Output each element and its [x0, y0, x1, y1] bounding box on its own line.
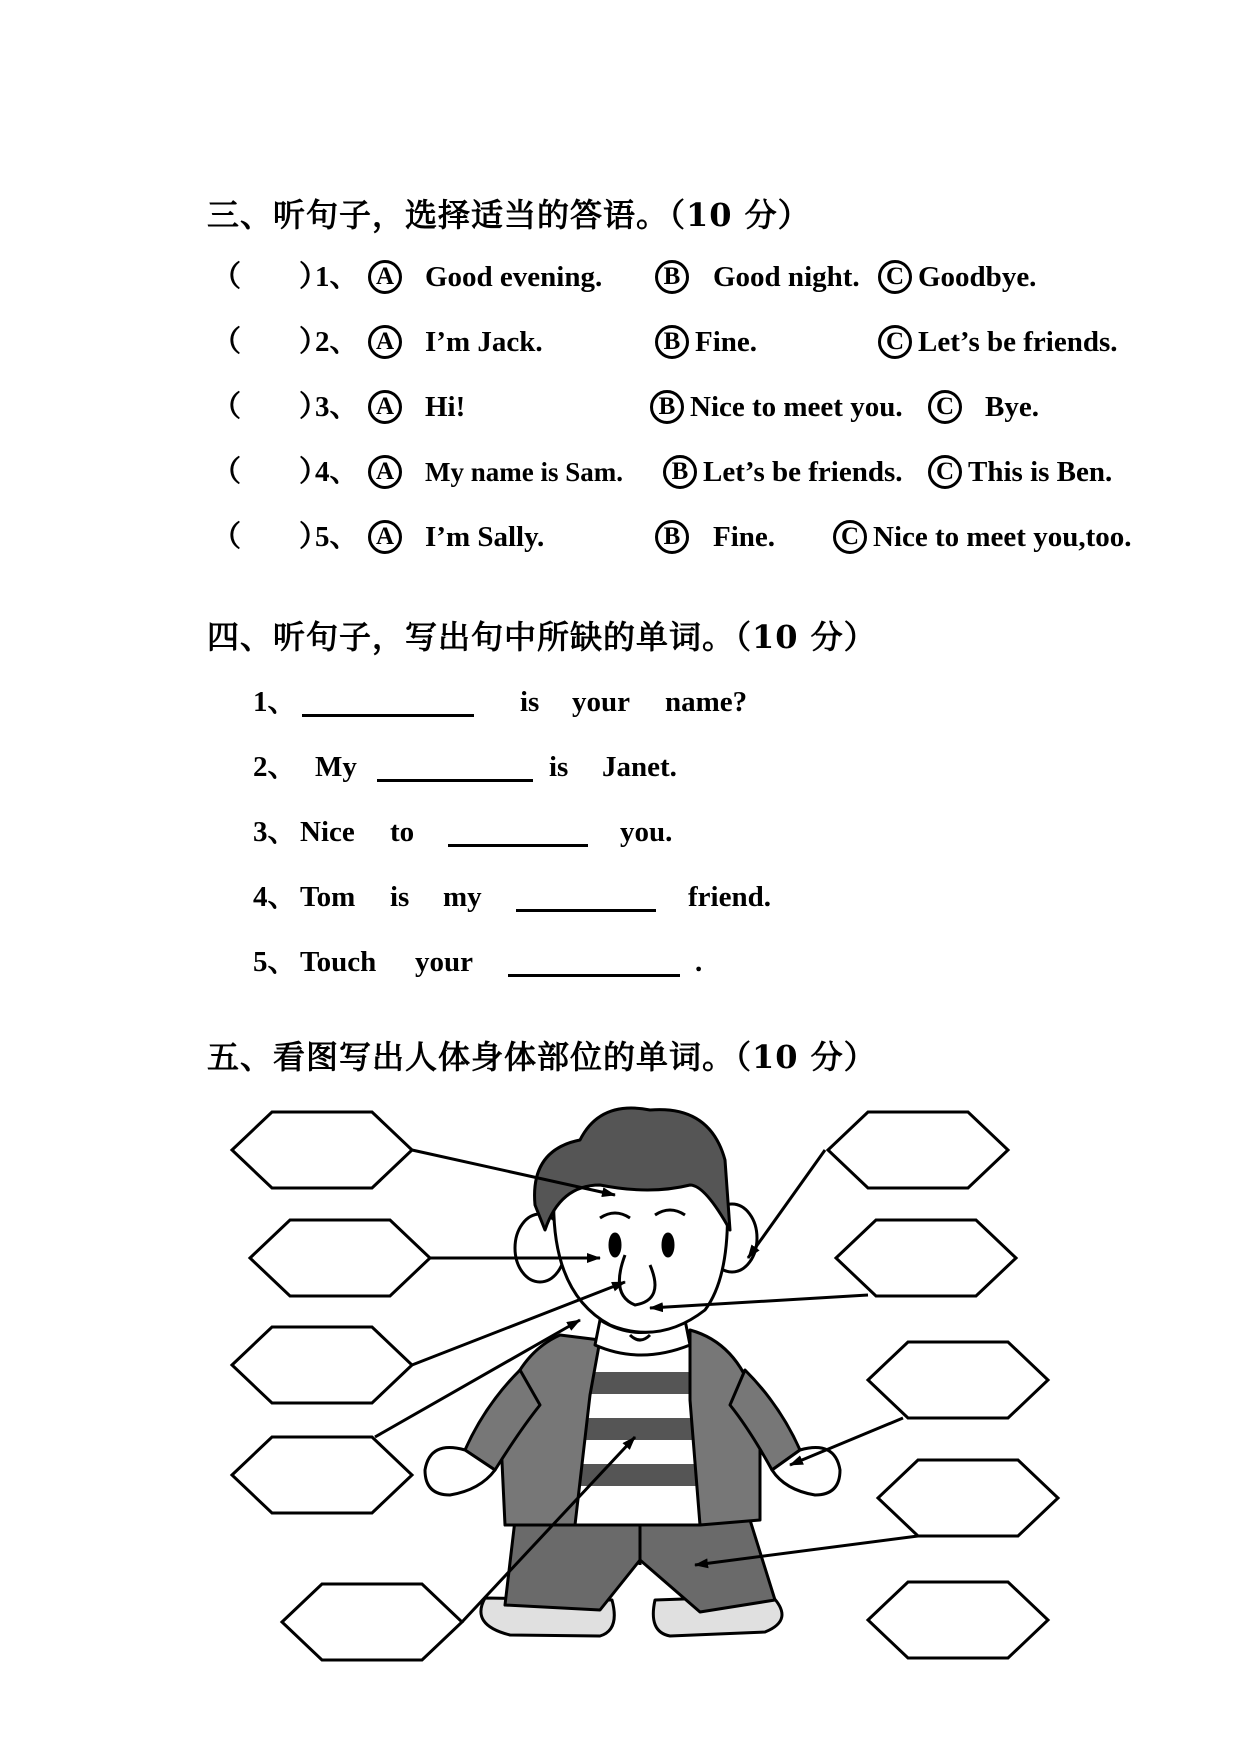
answer-paren[interactable]: （ ）: [212, 521, 329, 553]
option-b-marker[interactable]: B: [655, 520, 689, 554]
question-row: [0, 320, 1240, 364]
item-number: 5、: [253, 946, 297, 978]
option-a-text: Good evening.: [425, 261, 603, 293]
option-c-text: Let’s be friends.: [918, 326, 1118, 358]
question-row: [0, 255, 1240, 299]
sentence-word: your: [415, 946, 473, 978]
label-box[interactable]: [232, 1327, 412, 1403]
question-number: 4、: [315, 456, 359, 488]
left-eye: [610, 1234, 620, 1256]
item-number: 4、: [253, 881, 297, 913]
question-number: 1、: [315, 261, 359, 293]
arrow: [790, 1418, 903, 1465]
answer-blank[interactable]: [448, 810, 588, 847]
answer-blank[interactable]: [508, 940, 680, 977]
body-parts-figure: [0, 1100, 1240, 1700]
option-a-text: My name is Sam.: [425, 457, 623, 487]
option-a-text: I’m Jack.: [425, 326, 543, 358]
option-c-text: This is Ben.: [968, 456, 1113, 488]
option-c-text: Bye.: [985, 391, 1039, 423]
item-number: 1、: [253, 686, 297, 718]
sentence-word: is: [520, 686, 540, 718]
answer-blank[interactable]: [516, 875, 656, 912]
sentence-word: to: [390, 816, 415, 848]
sentence-word: name?: [665, 686, 748, 718]
answer-paren[interactable]: （ ）: [212, 326, 329, 358]
question-row: [0, 450, 1240, 494]
option-b-text: Fine.: [713, 521, 776, 553]
question-number: 2、: [315, 326, 359, 358]
label-box[interactable]: [828, 1112, 1008, 1188]
sentence-word: .: [695, 946, 703, 978]
label-box[interactable]: [250, 1220, 430, 1296]
fill-in-row: [0, 940, 1240, 984]
sentence-word: Janet.: [602, 751, 677, 783]
sentence-word: is: [549, 751, 569, 783]
option-b-text: Let’s be friends.: [703, 456, 903, 488]
option-b-text: Fine.: [695, 326, 758, 358]
sentence-word: your: [572, 686, 630, 718]
answer-paren[interactable]: （ ）: [212, 456, 329, 488]
answer-paren[interactable]: （ ）: [212, 261, 329, 293]
option-b-marker[interactable]: B: [655, 325, 689, 359]
sentence-word: my: [443, 881, 482, 913]
sentence-word: Nice: [300, 816, 355, 848]
label-box[interactable]: [878, 1460, 1058, 1536]
option-a-marker[interactable]: A: [368, 390, 402, 424]
fill-in-row: [0, 745, 1240, 789]
option-c-marker[interactable]: C: [928, 390, 962, 424]
option-a-marker[interactable]: A: [368, 520, 402, 554]
label-box[interactable]: [836, 1220, 1016, 1296]
option-a-marker[interactable]: A: [368, 325, 402, 359]
answer-blank[interactable]: [302, 680, 474, 717]
sentence-word: Tom: [300, 881, 356, 913]
question-row: [0, 385, 1240, 429]
sentence-word: Touch: [300, 946, 377, 978]
option-c-marker[interactable]: C: [878, 260, 912, 294]
fill-in-row: [0, 810, 1240, 854]
option-c-text: Goodbye.: [918, 261, 1037, 293]
fill-in-row: [0, 875, 1240, 919]
answer-blank[interactable]: [377, 745, 533, 782]
option-c-marker[interactable]: C: [878, 325, 912, 359]
label-box[interactable]: [282, 1584, 462, 1660]
option-c-marker[interactable]: C: [833, 520, 867, 554]
label-box[interactable]: [868, 1582, 1048, 1658]
label-box[interactable]: [232, 1437, 412, 1513]
right-eye: [663, 1234, 673, 1256]
option-b-marker[interactable]: B: [655, 260, 689, 294]
option-b-marker[interactable]: B: [650, 390, 684, 424]
sentence-word: friend.: [688, 881, 771, 913]
sentence-word: My: [315, 751, 357, 783]
section4-heading: 四、听句子，写出句中所缺的单词。（10 分）: [207, 618, 877, 656]
question-number: 3、: [315, 391, 359, 423]
sentence-word: you.: [620, 816, 673, 848]
section3-heading: 三、听句子，选择适当的答语。（10 分）: [207, 196, 811, 234]
fill-in-row: [0, 680, 1240, 724]
option-a-text: Hi!: [425, 391, 466, 423]
item-number: 2、: [253, 751, 297, 783]
answer-paren[interactable]: （ ）: [212, 391, 329, 423]
question-number: 5、: [315, 521, 359, 553]
option-b-marker[interactable]: B: [663, 455, 697, 489]
label-box[interactable]: [232, 1112, 412, 1188]
section5-heading: 五、看图写出人体身体部位的单词。（10 分）: [207, 1038, 877, 1076]
arrow: [748, 1150, 825, 1258]
face: [554, 1170, 728, 1332]
option-c-marker[interactable]: C: [928, 455, 962, 489]
label-box[interactable]: [868, 1342, 1048, 1418]
option-c-text: Nice to meet you,too.: [873, 521, 1132, 553]
question-row: [0, 515, 1240, 559]
option-a-text: I’m Sally.: [425, 521, 545, 553]
option-b-text: Good night.: [713, 261, 860, 293]
option-a-marker[interactable]: A: [368, 260, 402, 294]
option-a-marker[interactable]: A: [368, 455, 402, 489]
sentence-word: is: [390, 881, 410, 913]
item-number: 3、: [253, 816, 297, 848]
option-b-text: Nice to meet you.: [690, 391, 903, 423]
